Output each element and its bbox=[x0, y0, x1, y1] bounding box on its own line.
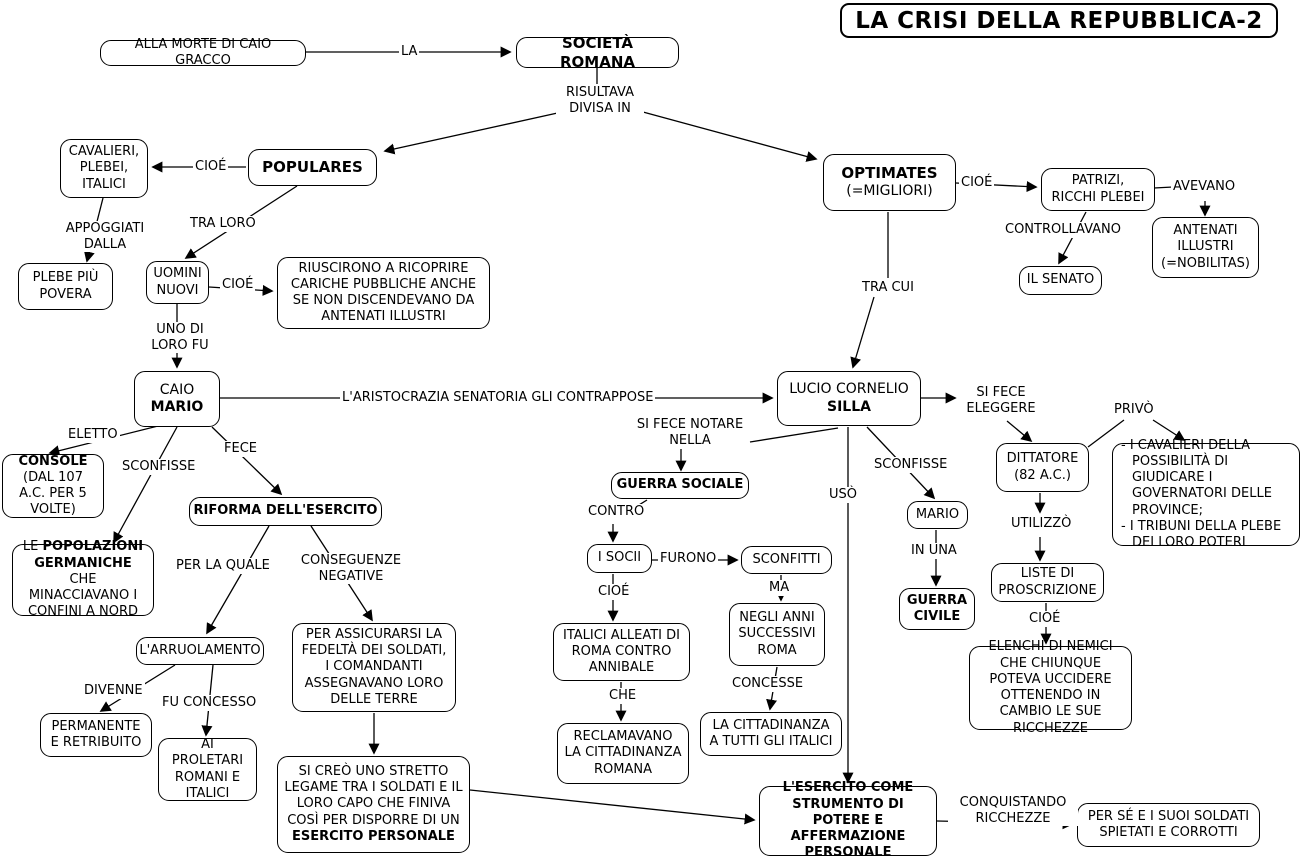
edge-divisa-optimates bbox=[643, 112, 816, 159]
node-per-se-soldati: PER SÉ E I SUOI SOLDATI SPIETATI E CORROTTI bbox=[1077, 803, 1260, 847]
edge-silla-notare bbox=[750, 428, 838, 442]
label-appoggiati-dalla: APPOGGIATI DALLA bbox=[57, 221, 153, 252]
node-antenati-illustri: ANTENATI ILLUSTRI (=NOBILITAS) bbox=[1152, 217, 1259, 278]
label-conseguenze-negative: CONSEGUENZE NEGATIVE bbox=[294, 553, 408, 584]
label-eletto: ELETTO bbox=[68, 427, 118, 442]
node-guerra-civile: GUERRA CIVILE bbox=[899, 588, 975, 630]
edge-mario-riforma bbox=[212, 427, 281, 494]
node-plebe-povera: PLEBE PIÙ POVERA bbox=[18, 263, 113, 310]
node-reclamavano: RECLAMAVANO LA CITTADINANZA ROMANA bbox=[557, 723, 689, 784]
edge-tracui-silla bbox=[853, 297, 874, 367]
node-mario-sconfitto: MARIO bbox=[907, 501, 968, 529]
node-caio-mario: CAIO MARIO bbox=[134, 371, 220, 427]
label-furono: FURONO bbox=[660, 551, 717, 566]
node-italici-alleati: ITALICI ALLEATI DI ROMA CONTRO ANNIBALE bbox=[553, 623, 690, 681]
label-uno-di-loro-fu: UNO DI LORO FU bbox=[146, 322, 214, 353]
node-cavalieri-plebei-italici: CAVALIERI, PLEBEI, ITALICI bbox=[60, 139, 148, 198]
node-riforma-esercito: RIFORMA DELL'ESERCITO bbox=[189, 497, 382, 526]
label-uso: USÒ bbox=[829, 487, 857, 502]
node-esercito-strumento: L'ESERCITO COME STRUMENTO DI POTERE E AFFERMAZIONE PERSONALE bbox=[759, 786, 937, 856]
label-conquistando: CONQUISTANDO RICCHEZZE bbox=[948, 795, 1078, 826]
node-uomini-nuovi: UOMINI NUOVI bbox=[146, 261, 209, 304]
node-morte-gracco: ALLA MORTE DI CAIO GRACCO bbox=[100, 40, 306, 66]
label-si-fece-notare: SI FECE NOTARE NELLA bbox=[631, 417, 749, 448]
node-permanente-retribuito: PERMANENTE E RETRIBUITO bbox=[40, 713, 152, 757]
node-cittadinanza-italici: LA CITTADINANZA A TUTTI GLI ITALICI bbox=[700, 712, 842, 756]
label-privo: PRIVÒ bbox=[1114, 402, 1154, 417]
node-arruolamento: L'ARRUOLAMENTO bbox=[136, 637, 264, 665]
node-socii: I SOCII bbox=[587, 544, 652, 573]
label-divenne: DIVENNE bbox=[84, 683, 143, 698]
label-cioe-3: CIOÉ bbox=[961, 175, 993, 190]
edge-divisa-populares bbox=[385, 112, 562, 151]
label-fu-concesso: FU CONCESSO bbox=[162, 695, 257, 710]
label-tra-cui: TRA CUI bbox=[862, 280, 914, 295]
label-avevano: AVEVANO bbox=[1173, 179, 1236, 194]
label-cioe-1: CIOÉ bbox=[195, 159, 227, 174]
edge-riforma-arruolamento bbox=[207, 526, 269, 633]
label-fece: FECE bbox=[224, 441, 257, 456]
node-societa-romana: SOCIETÀ ROMANA bbox=[516, 37, 679, 68]
node-sconfitti: SCONFITTI bbox=[741, 546, 832, 574]
label-la: LA bbox=[401, 44, 418, 59]
node-popolazioni-germaniche: LE POPOLAZIONI GERMANICHE CHE MINACCIAVANO I CONFINI A NORD bbox=[12, 544, 154, 616]
label-controllavano: CONTROLLAVANO bbox=[1005, 222, 1121, 237]
node-elenchi-nemici: ELENCHI DI NEMICI CHE CHIUNQUE POTEVA UCCIDERE OTTENENDO IN CAMBIO LE SUE RICCHEZZE bbox=[969, 646, 1132, 730]
label-tra-loro: TRA LORO bbox=[190, 216, 256, 231]
node-dittatore: DITTATORE (82 A.C.) bbox=[996, 443, 1089, 492]
map-title: LA CRISI DELLA REPUBBLICA-2 bbox=[840, 3, 1278, 38]
node-liste-proscrizione: LISTE DI PROSCRIZIONE bbox=[991, 563, 1104, 602]
node-console: CONSOLE (DAL 107 A.C. PER 5 VOLTE) bbox=[2, 454, 104, 518]
label-sconfisse-1: SCONFISSE bbox=[122, 459, 196, 474]
label-cioe-5: CIOÉ bbox=[1029, 611, 1061, 626]
node-riuscirono: RIUSCIRONO A RICOPRIRE CARICHE PUBBLICHE ANCHE SE NON DISCENDEVANO DA ANTENATI ILLUSTRI bbox=[277, 257, 490, 329]
label-risultava-divisa: RISULTAVA DIVISA IN bbox=[556, 85, 644, 116]
edge-eleggere-dittatore bbox=[1007, 421, 1031, 441]
label-sconfisse-2: SCONFISSE bbox=[874, 457, 948, 472]
label-utilizzo: UTILIZZÒ bbox=[1011, 516, 1072, 531]
edge-sicreo-esercito bbox=[470, 790, 754, 820]
node-populares: POPULARES bbox=[248, 149, 377, 186]
label-si-fece-eleggere: SI FECE ELEGGERE bbox=[958, 385, 1044, 416]
label-in-una: IN UNA bbox=[911, 543, 957, 558]
label-per-la-quale: PER LA QUALE bbox=[176, 558, 270, 573]
node-patrizi: PATRIZI, RICCHI PLEBEI bbox=[1041, 168, 1155, 211]
node-proletari: AI PROLETARI ROMANI E ITALICI bbox=[158, 738, 257, 801]
label-cioe-4: CIOÉ bbox=[598, 584, 630, 599]
node-si-creo-legame: SI CREÒ UNO STRETTO LEGAME TRA I SOLDATI E IL LORO CAPO CHE FINIVA COSÌ PER DISPORRE DI UN ESERCITO PERSONALE bbox=[277, 756, 470, 853]
node-lucio-cornelio-silla: LUCIO CORNELIO SILLA bbox=[777, 371, 921, 426]
label-aristocrazia: L'ARISTOCRAZIA SENATORIA GLI CONTRAPPOSE bbox=[342, 390, 654, 405]
label-contro: CONTRO bbox=[588, 504, 645, 519]
label-concesse: CONCESSE bbox=[732, 676, 804, 691]
node-il-senato: IL SENATO bbox=[1019, 266, 1102, 295]
node-optimates: OPTIMATES (=MIGLIORI) bbox=[823, 154, 956, 211]
node-guerra-sociale: GUERRA SOCIALE bbox=[611, 472, 749, 499]
label-che: CHE bbox=[609, 688, 637, 703]
label-ma: MA bbox=[769, 580, 790, 595]
node-assicurarsi-fedelta: PER ASSICURARSI LA FEDELTÀ DEI SOLDATI, I COMANDANTI ASSEGNAVANO LORO DELLE TERRE bbox=[292, 623, 456, 712]
edge-mario-popolazioni bbox=[114, 427, 177, 542]
node-privo-elenco: - I CAVALIERI DELLA POSSIBILITÀ DI GIUDICARE I GOVERNATORI DELLE PROVINCE; - I TRIBUNI DELLA PLEBE DEI LORO POTERI bbox=[1112, 443, 1300, 546]
label-cioe-2: CIOÉ bbox=[222, 277, 254, 292]
node-negli-anni-roma: NEGLI ANNI SUCCESSIVI ROMA bbox=[729, 603, 825, 666]
